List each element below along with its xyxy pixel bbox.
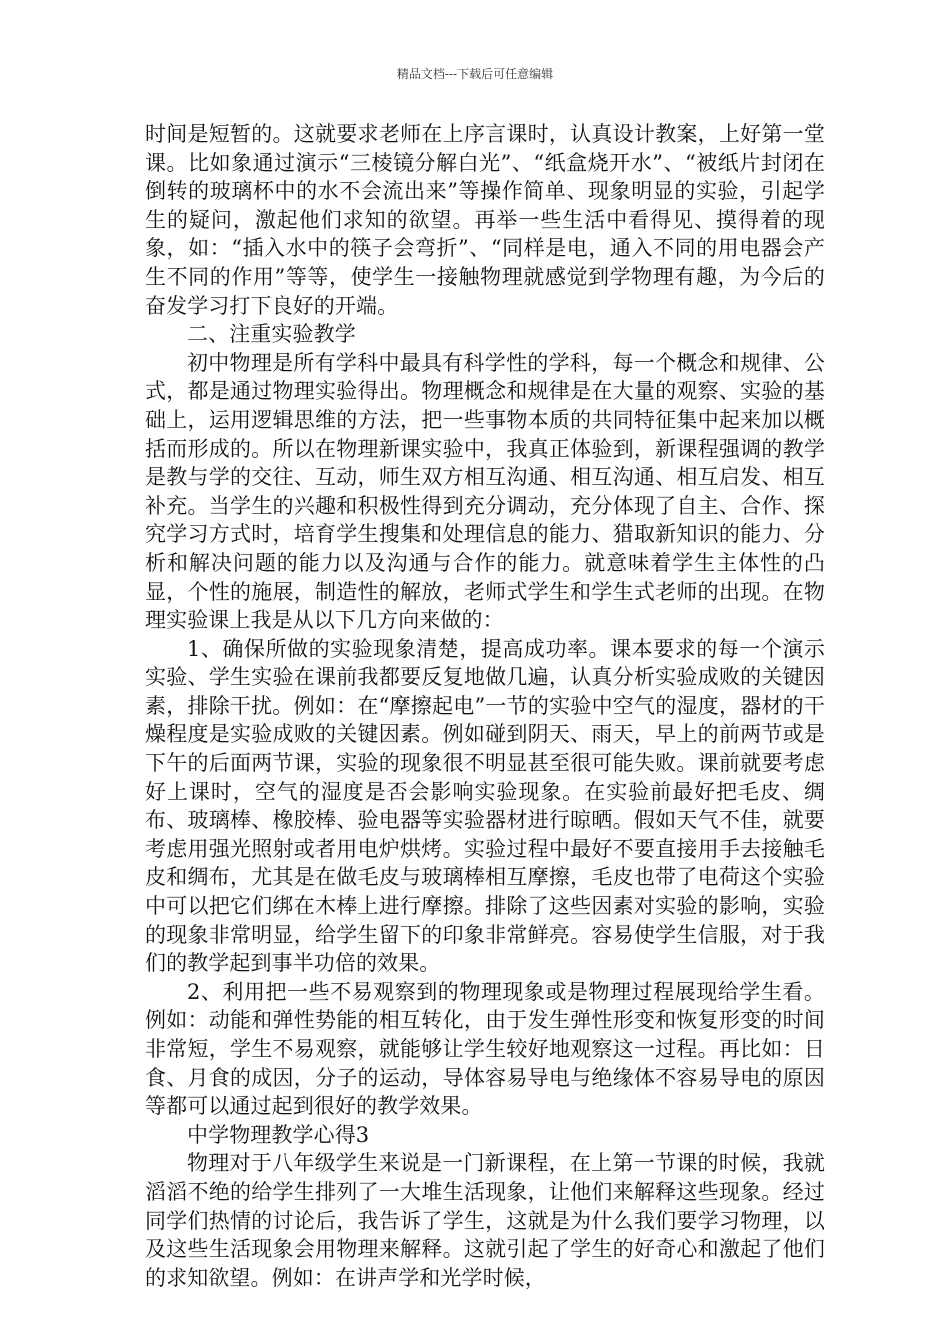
- section-heading-experiment-teaching: 二、注重实验教学: [187, 322, 356, 347]
- paragraph-intro-continued: 时间是短暂的。这就要求老师在上序言课时，认真设计教案，上好第一堂课。比如象通过演示“三棱镜分解白光”、“纸盒烧开水”、“被纸片封闭在倒转的玻璃杯中的水不会流出来”等操作简单、现象明显的实验，引起学生的疑问，激起他们求知的欲望。再举一些生活中看得见、摸得着的现象，如：“插入水中的筷子会弯折”、“同样是电，通入不同的用电器会产生不同的作用”等等，使学生一接触物理就感觉到学物理有趣，为今后的奋发学习打下良好的开端。: [145, 122, 825, 318]
- paragraph-teaching-notes-3: 物理对于八年级学生来说是一门新课程，在上第一节课的时候，我就滔滔不绝的给学生排列了一大堆生活现象，让他们来解释这些现象。经过同学们热情的讨论后，我告诉了学生，这就是为什么我们要学习物理，以及这些生活现象会用物理来解释。这就引起了学生的好奇心和激起了他们的求知欲望。例如：在讲声学和光学时候，: [145, 1151, 825, 1290]
- document-body: [145, 120, 825, 1292]
- paragraph-point-2: 2、利用把一些不易观察到的物理现象或是物理过程展现给学生看。例如：动能和弹性势能的相互转化，由于发生弹性形变和恢复形变的时间非常短，学生不易观察，就能够让学生较好地观察这一过程。再比如：日食、月食的成因，分子的运动，导体容易导电与绝缘体不容易导电的原因等都可以通过起到很好的教学效果。: [145, 979, 825, 1119]
- paragraph-point-1: 1、确保所做的实验现象清楚，提高成功率。课本要求的每一个演示实验、学生实验在课前我都要反复地做几遍，认真分析实验成败的关键因素，排除干扰。例如：在“摩擦起电”一节的实验中空气的湿度，器材的干燥程度是实验成败的关键因素。例如碰到阴天、雨天，早上的前两节或是下午的后面两节课，实验的现象很不明显甚至很可能失败。课前就要考虑好上课时，空气的湿度是否会影响实验现象。在实验前最好把毛皮、绸布、玻璃棒、橡胶棒、验电器等实验器材进行晾晒。假如天气不佳，就要考虑用强光照射或者用电炉烘烤。实验过程中最好不要直接用手去接触毛皮和绸布，尤其是在做毛皮与玻璃棒相互摩擦，毛皮也带了电荷这个实验中可以把它们绑在木棒上进行摩擦。排除了这些因素对实验的影响，实验的现象非常明显，给学生留下的印象非常鲜亮。容易使学生信服，对于我们的教学起到事半功倍的效果。: [145, 636, 825, 976]
- section-heading-teaching-notes-3: 中学物理教学心得3: [187, 1122, 370, 1147]
- paragraph-experiment-teaching: 初中物理是所有学科中最具有科学性的学科，每一个概念和规律、公式，都是通过物理实验得出。物理概念和规律是在大量的观察、实验的基础上，运用逻辑思维的方法，把一些事物本质的共同特征集中起来加以概括而形成的。所以在物理新课实验中，我真正体验到，新课程强调的教学是教与学的交往、互动，师生双方相互沟通、相互沟通、相互启发、相互补充。当学生的兴趣和积极性得到充分调动，充分体现了自主、合作、探究学习方式时，培育学生搜集和处理信息的能力、猎取新知识的能力、分析和解决问题的能力以及沟通与合作的能力。就意味着学生主体性的凸显，个性的施展，制造性的解放，老师式学生和学生式老师的出现。在物理实验课上我是从以下几方向来做的：: [145, 350, 825, 633]
- page-header: 精品文档---下载后可任意编辑: [396, 67, 554, 81]
